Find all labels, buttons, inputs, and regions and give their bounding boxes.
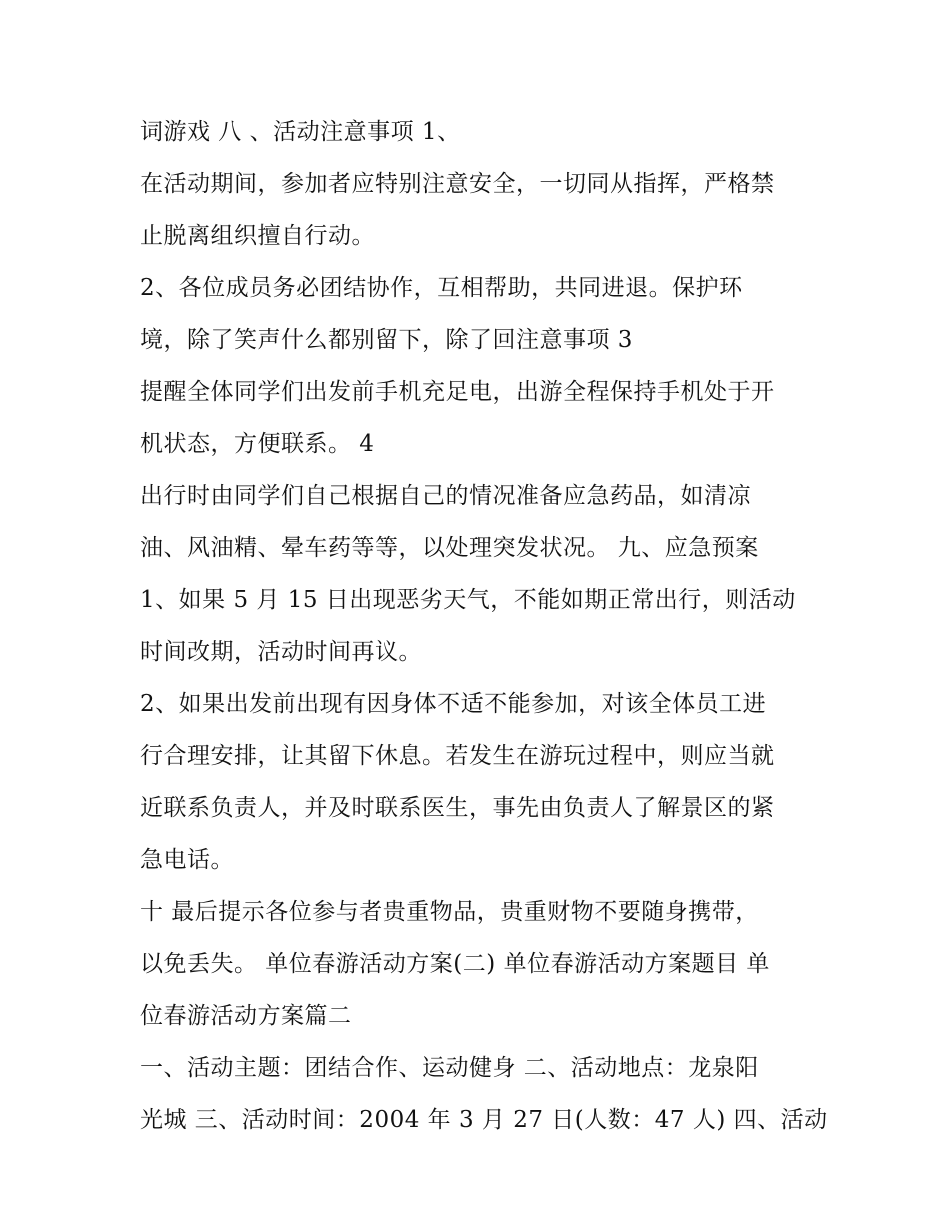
text-line: 油、风油精、晕车药等等，以处理突发状况。 九、应急预案 — [140, 535, 759, 561]
text-line: 近联系负责人，并及时联系医生，事先由负责人了解景区的紧 — [140, 795, 775, 821]
text-line: 以免丢失。 单位春游活动方案(二) 单位春游活动方案题目 单 — [140, 951, 770, 977]
text-line: 提醒全体同学们出发前手机充足电，出游全程保持手机处于开 — [140, 379, 775, 405]
text-line: 止脱离组织擅自行动。 — [140, 223, 375, 249]
text-line: 一、活动主题：团结合作、运动健身 二、活动地点：龙泉阳 — [140, 1055, 759, 1081]
text-line: 2、如果出发前出现有因身体不适不能参加，对该全体员工进 — [140, 691, 767, 717]
text-line: 位春游活动方案篇二 — [140, 1003, 352, 1029]
text-line: 急电话。 — [140, 847, 234, 873]
text-line: 2、各位成员务必团结协作，互相帮助，共同进退。保护环 — [140, 275, 743, 301]
document-body — [140, 106, 828, 1146]
text-line: 境，除了笑声什么都别留下，除了回注意事项 3 — [140, 327, 633, 353]
text-line: 时间改期，活动时间再议。 — [140, 639, 422, 665]
text-line: 1、如果 5 月 15 日出现恶劣天气，不能如期正常出行，则活动 — [140, 587, 796, 613]
text-line: 机状态，方便联系。 4 — [140, 431, 375, 457]
text-line: 在活动期间，参加者应特别注意安全，一切同从指挥，严格禁 — [140, 171, 775, 197]
text-line: 光城 三、活动时间：2004 年 3 月 27 日(人数：47 人) 四、活动 — [140, 1107, 828, 1133]
text-line: 行合理安排，让其留下休息。若发生在游玩过程中，则应当就 — [140, 743, 775, 769]
text-line: 词游戏 八 、活动注意事项 1、 — [140, 119, 461, 145]
text-line: 出行时由同学们自己根据自己的情况准备应急药品，如清凉 — [140, 483, 751, 509]
text-line: 十 最后提示各位参与者贵重物品，贵重财物不要随身携带， — [140, 899, 759, 925]
